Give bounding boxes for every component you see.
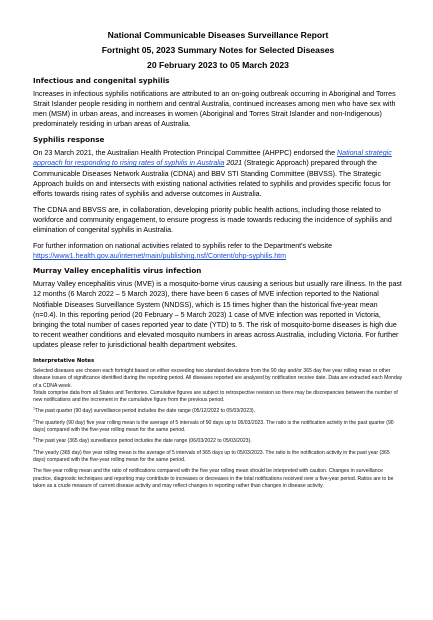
text-segment: The quarterly (90 day) five year rolling mean is the average of 5 intervals of 90 days up to 05/03/2023. The ratio is the notification activity in the past quarter (90 days) compared with the five-year rolling mean for the same period.	[33, 419, 394, 434]
footnote-marker: 4	[33, 447, 35, 452]
report-page	[33, 28, 403, 490]
note-4	[33, 447, 403, 465]
footnote-marker: 2	[33, 418, 35, 423]
notes-heading: Interpretative Notes	[33, 357, 95, 364]
report-subtitle: Fortnight 05, 2023 Summary Notes for Selected Diseases	[101, 45, 335, 55]
footnote-marker: 1	[33, 406, 35, 411]
strategic-approach-year: 2021	[224, 159, 243, 168]
heading-mve: Murray Valley encephalitis virus infection	[33, 266, 202, 276]
text-segment: (Strategic Approach) prepared through the Communicable Diseases Network Australia (CDNA) and BBV STI Standing Committee (BBVSS). The Strategic Approach builds on and intersects with existing national activities related to syphilis and provides specific focus for efforts towards rising rates of syphilis and adverse outcomes in Australia.	[33, 159, 391, 198]
department-website-link[interactable]: https://www1.health.gov.au/internet/main/publishing.nsf/Content/ohp-syphilis.htm	[33, 252, 287, 261]
para-syphilis: Increases in infectious syphilis notifications are attributed to an on-going outbreak occurring in Aboriginal and Torres Strait Islander people residing in northern and central Australia, continued increases among men who have sex with men (MSM) in urban areas, and increases in women (Aboriginal and Torres Strait Islander and non-Indigenous) predominately residing in urban areas of Australia.	[33, 90, 396, 129]
heading-syphilis-response: Syphilis response	[33, 135, 105, 145]
report-title: National Communicable Diseases Surveillance Report	[107, 30, 329, 40]
heading-syphilis: Infectious and congenital syphilis	[33, 76, 170, 85]
note-3	[33, 438, 403, 445]
note-selection	[33, 368, 403, 404]
text-segment: Totals comprise data from all States and Territories. Cumulative figures are subject to retrospective revision so there may be discrepancies between the number of new notifications and the increment in the cumulative figure from the previous period.	[33, 389, 398, 404]
para-syphilis-response-2: The CDNA and BBVSS are, in collaboration, developing priority public health actions, including those related to workforce and community engagement, to ensure progress is made towards reducing the incidence of syphilis and elimination of congenital syphilis in Australia.	[33, 205, 392, 235]
text-segment: The yearly (365 day) five year rolling mean is the average of 5 intervals of 365 days up to 05/03/2023. The ratio is the notification activity in the past year (365 days) compared with the five-year rolling mean for the same period.	[33, 449, 390, 463]
para-syphilis-response-1	[33, 148, 403, 198]
note-2	[33, 420, 403, 435]
text-segment: For further information on national activities related to syphilis refer to the Department's website	[33, 242, 333, 251]
footnote-marker: 3	[33, 436, 35, 441]
note-caution: The five-year rolling mean and the ratio of notifications compared with the five year rolling mean should be interpreted with caution. Changes in surveillance practice, diagnostic techniques and reporting may contribute to increases or decreases in the total notifications received over a five-year period. Ratios are to be taken as a crude measure of current disease activity and may reflect changes in reporting rather than changes in disease activity.	[33, 468, 394, 489]
text-segment: The past year (365 day) surveillance period includes the date range (06/03/2022 to 05/03/2023).	[34, 438, 252, 445]
text-segment: The past quarter (90 day) surveillance period includes the date range (05/12/2022 to 05/03/2023).	[34, 408, 256, 415]
interpretative-notes	[33, 358, 403, 490]
text-segment: Selected diseases are chosen each fortnight based on either exceeding two standard deviations from the 90 day and/or 365 day five year rolling mean or other disease issues of significance identified during the reporting period. All diseases reported are analysed by notification receive date. Data are extracted each Monday of a CDNA week.	[33, 367, 403, 389]
note-1	[33, 408, 403, 415]
report-date-range: 20 February 2023 to 05 March 2023	[147, 60, 289, 70]
text-segment: On 23 March 2021, the Australian Health Protection Principal Committee (AHPPC) endorsed the	[33, 149, 337, 158]
strategic-approach-link[interactable]: National strategic approach for responding to rising rates of syphilis in Australia	[33, 149, 392, 168]
para-mve: Murray Valley encephalitis virus (MVE) is a mosquito-borne virus causing a serious but usually rare illness. In the past 12 months (6 March 2022 – 5 March 2023), there have been 6 cases of MVE infection reported to the National Notifiable Diseases Surveillance System (NNDSS), which is 15 times higher than the historical five-year mean (n=0.4). In this reporting period (20 February – 5 March 2023) 1 case of MVE infection was reported in Victoria, bringing the total number of cases reported year to date (YTD) to 5. The risk of mosquito-borne diseases is high due to recent weather conditions and elevated mosquito numbers in areas across Australia, including Victoria. For further updates please refer to jurisdictional health department websites.	[33, 280, 402, 349]
para-syphilis-response-3	[33, 241, 403, 261]
